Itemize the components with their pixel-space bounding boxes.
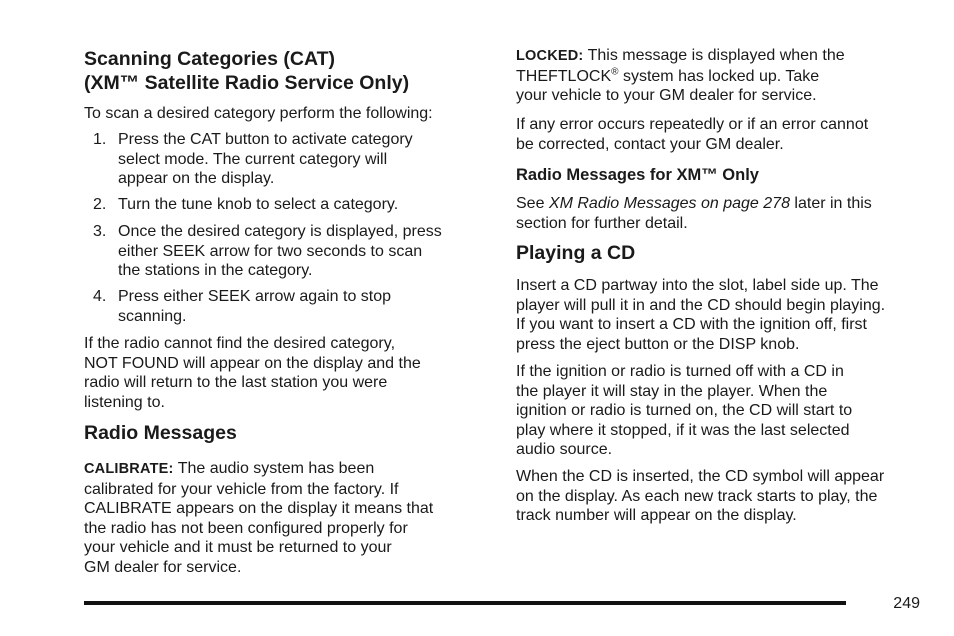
text-line: GM dealer for service. (84, 558, 242, 576)
text-line: appear on the display. (118, 170, 275, 187)
text-line: player will pull it in and the CD should begin playing. (516, 296, 886, 314)
text-line: track number will appear on the display. (516, 507, 797, 524)
text-line: CALIBRATE appears on the display it means that (84, 500, 434, 517)
text-fragment: The audio system has been (173, 460, 375, 477)
error-paragraph (516, 115, 868, 154)
text-fragment: This message is displayed when the (583, 47, 845, 64)
text-line: scanning. (118, 307, 187, 325)
text-fragment: system has locked up. Take (618, 67, 820, 85)
locked-paragraph (516, 46, 845, 106)
not-found-paragraph (84, 334, 421, 412)
list-number: 1. (93, 131, 107, 148)
footer-rule (84, 601, 846, 605)
text-line: Insert a CD partway into the slot, label side up. The (516, 277, 879, 294)
text-line (516, 194, 872, 214)
page-reference: XM Radio Messages on page 278 (548, 195, 790, 212)
text-line (516, 67, 845, 87)
text-line: your vehicle to your GM dealer for service. (516, 87, 817, 104)
text-line: select mode. The current category will (118, 150, 388, 168)
registered-mark: ® (611, 66, 619, 78)
list-text (118, 130, 413, 189)
text-fragment: See (516, 195, 549, 212)
xm-messages-heading: Radio Messages for XM™ Only (516, 166, 759, 184)
text-line (84, 459, 433, 480)
text-line: Once the desired category is displayed, press (118, 223, 442, 240)
text-line: NOT FOUND will appear on the display and the (84, 354, 421, 372)
text-line: Press either SEEK arrow again to stop (118, 288, 392, 305)
scanning-categories-heading (84, 47, 409, 95)
cd-paragraph-1 (516, 276, 885, 354)
text-line: press the eject button or the DISP knob. (516, 335, 800, 353)
radio-messages-heading: Radio Messages (84, 422, 237, 444)
page-number: 249 (893, 595, 920, 612)
text-line: the radio has not been configured properly for (84, 519, 408, 537)
cd-paragraph-3 (516, 467, 884, 526)
text-line: section for further detail. (516, 214, 688, 232)
cd-paragraph-2 (516, 362, 852, 460)
scan-intro: To scan a desired category perform the following: (84, 105, 433, 122)
text-line: Turn the tune knob to select a category. (118, 196, 399, 213)
list-number: 2. (93, 196, 107, 213)
calibrate-term: CALIBRATE: (84, 461, 174, 477)
text-line: the stations in the category. (118, 262, 313, 279)
text-line: the player it will stay in the player. When the (516, 382, 828, 400)
calibrate-paragraph (84, 459, 433, 577)
heading-line: (XM™ Satellite Radio Service Only) (84, 72, 410, 94)
list-number: 4. (93, 288, 107, 305)
list-text (118, 287, 391, 326)
text-line: Press the CAT button to activate category (118, 131, 413, 148)
text-line: be corrected, contact your GM dealer. (516, 135, 784, 153)
text-line: play where it stopped, if it was the last selected (516, 421, 850, 439)
list-text (118, 195, 398, 215)
text-line: If the radio cannot find the desired category, (84, 335, 396, 352)
theftlock-text: THEFTLOCK (516, 67, 612, 85)
playing-cd-heading: Playing a CD (516, 242, 636, 264)
see-reference-paragraph (516, 194, 872, 233)
text-line: audio source. (516, 441, 613, 458)
text-line (516, 46, 845, 67)
text-line: either SEEK arrow for two seconds to scan (118, 242, 423, 260)
list-text (118, 222, 442, 281)
text-line: listening to. (84, 393, 165, 411)
text-line: radio will return to the last station you were (84, 374, 388, 391)
text-line: If any error occurs repeatedly or if an error cannot (516, 116, 869, 133)
text-line: ignition or radio is turned on, the CD will start to (516, 402, 853, 419)
heading-line: Scanning Categories (CAT) (84, 48, 335, 70)
text-line: your vehicle and it must be returned to your (84, 539, 392, 556)
text-line: If the ignition or radio is turned off with a CD in (516, 363, 844, 380)
text-line: calibrated for your vehicle from the factory. If (84, 480, 399, 498)
text-fragment: later in this (789, 195, 872, 212)
locked-term: LOCKED: (516, 48, 584, 64)
text-line: If you want to insert a CD with the ignition off, first (516, 316, 867, 333)
list-number: 3. (93, 223, 107, 240)
text-line: on the display. As each new track starts to play, the (516, 487, 878, 505)
text-line: When the CD is inserted, the CD symbol will appear (516, 468, 885, 485)
